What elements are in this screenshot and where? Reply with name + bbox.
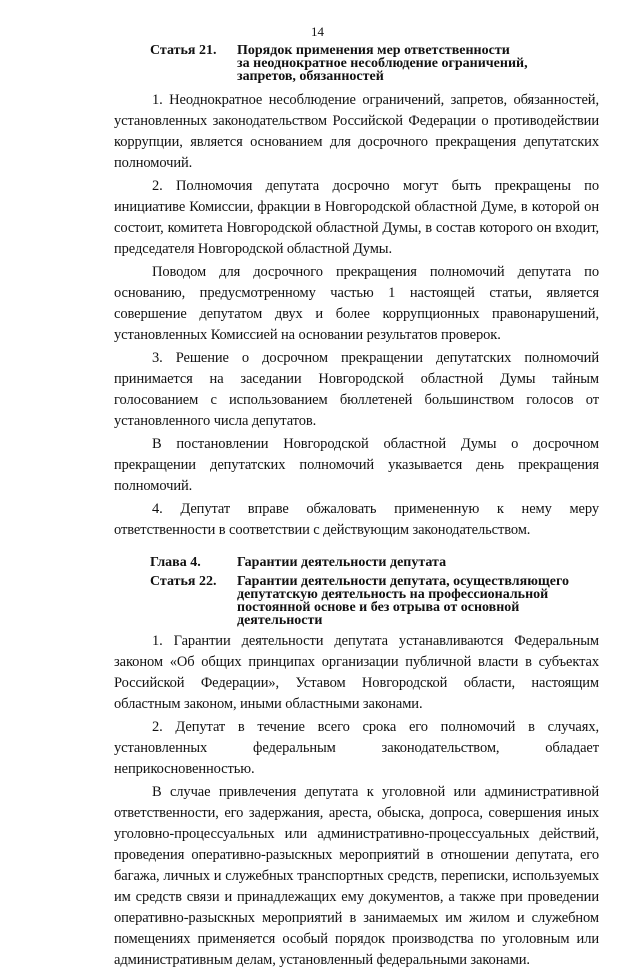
page-number: 14 — [311, 24, 324, 39]
article-21-title — [237, 44, 599, 83]
article-22-title-line: Гарантии деятельности депутата, осуществляющего — [237, 574, 569, 589]
article-21-title-line: запретов, обязанностей — [237, 69, 384, 84]
article-22-paragraph: 1. Гарантии деятельности депутата устанавливаются Федеральным законом «Об общих принципах организации публичной власти в субъектах Российской Федерации», Уставом Новгородской области, настоящим областным законом, иными областными законами. — [114, 633, 599, 712]
article-22-heading — [114, 575, 599, 627]
article-22-title-line: постоянной основе и без отрыва от основной — [237, 600, 520, 615]
document-body — [114, 44, 599, 973]
article-21-paragraph: 1. Неоднократное несоблюдение ограничений, запретов, обязанностей, установленных законодательством Российской Федерации о противодействии коррупции, является основанием для досрочного прекращения депутатских полномочий. — [114, 92, 599, 171]
article-21-title-line: Порядок применения мер ответственности — [237, 43, 510, 58]
article-22-title — [237, 575, 599, 627]
article-21-paragraph: В постановлении Новгородской областной Думы о досрочном прекращении депутатских полномочий указывается день прекращения полномочий. — [114, 436, 599, 494]
chapter-4-label: Глава 4. — [150, 555, 201, 570]
article-21-heading — [114, 44, 599, 83]
article-21-paragraph: 4. Депутат вправе обжаловать примененную к нему меру ответственности в соответствии с действующим законодательством. — [114, 501, 599, 538]
chapter-4-title: Гарантии деятельности депутата — [237, 555, 447, 570]
article-22-paragraph: В случае привлечения депутата к уголовной или административной ответственности, его задержания, ареста, обыска, допроса, совершения иных уголовно-процессуальных или административно-процессуальных действий, проведения оперативно-разыскных мероприятий в отношении депутата, его багажа, личных и служебных транспортных средств, переписки, используемых им средств связи и принадлежащих ему документов, а также при проведении оперативно-разыскных мероприятий в занимаемых им жилом и служебном помещениях применяется особый порядок производства по уголовным или административным делам, установленный федеральными законами. — [114, 784, 599, 968]
article-21-title-line: за неоднократное несоблюдение ограничений, — [237, 56, 528, 71]
article-22-title-line: деятельности — [237, 613, 323, 628]
article-21-label: Статья 21. — [150, 43, 217, 58]
article-21-paragraph: 2. Полномочия депутата досрочно могут быть прекращены по инициативе Комиссии, фракции в Новгородской областной Думе, в которой он состоит, комитета Новгородской областной Думы, в состав которого он входит, председателя Новгородской областной Думы. — [114, 178, 599, 257]
article-21-paragraph: 3. Решение о досрочном прекращении депутатских полномочий принимается на заседании Новгородской областной Думы тайным голосованием с использованием бюллетеней большинством голосов от установленного числа депутатов. — [114, 350, 599, 429]
article-22-label: Статья 22. — [150, 574, 217, 589]
article-22-title-line: депутатскую деятельность на профессиональной — [237, 587, 549, 602]
article-22-paragraph: 2. Депутат в течение всего срока его полномочий в случаях, установленных федеральным законодательством, обладает неприкосновенностью. — [114, 719, 599, 777]
article-21-paragraph: Поводом для досрочного прекращения полномочий депутата по основанию, предусмотренному частью 1 настоящей статьи, является совершение депутатом двух и более коррупционных правонарушений, установленных Комиссией на основании результатов проверок. — [114, 264, 599, 343]
chapter-4-heading — [114, 556, 599, 569]
